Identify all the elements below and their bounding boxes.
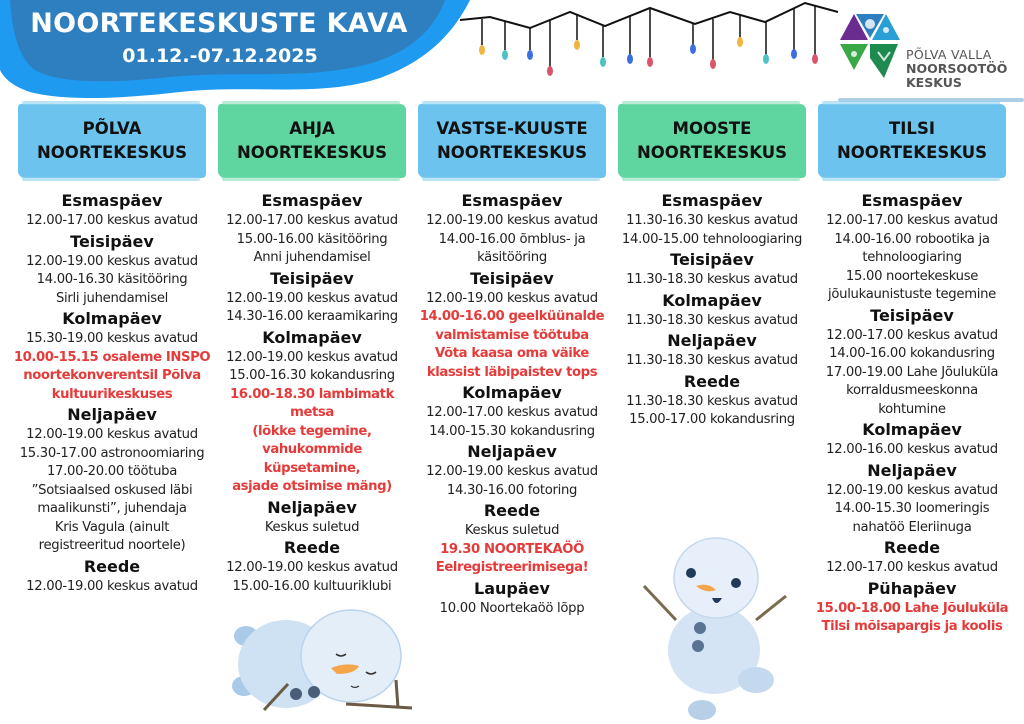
center-header: [18, 104, 206, 178]
highlighted-event: asjade otsimise mäng): [232, 479, 392, 494]
center-name-line2: NOORTEKESKUS: [36, 143, 188, 162]
day-heading: Kolmapäev: [262, 327, 362, 347]
schedule-entry: kohtumine: [878, 401, 946, 417]
schedule-entry: 12.00-19.00 keskus avatud: [226, 290, 398, 306]
schedule-entry: 15.30-19.00 keskus avatud: [26, 331, 198, 346]
day-heading: Teisipäev: [70, 231, 154, 251]
day-heading: Esmaspäev: [61, 191, 163, 210]
center-header: [218, 104, 406, 178]
center-column: [612, 100, 812, 720]
highlighted-event: (lõkke tegemine,: [252, 423, 372, 439]
schedule-entry: 12.00-19.00 keskus avatud: [26, 253, 198, 269]
schedule-entry: 12.00-19.00 keskus avatud: [826, 482, 998, 498]
highlighted-event: vahukommide küpsetamine,: [262, 442, 362, 476]
day-heading: Pühapäev: [867, 578, 957, 598]
highlighted-event: klassist läbipaistev tops: [426, 364, 598, 380]
schedule-entry: 14.00-15.30 loomeringis: [834, 501, 990, 516]
highlighted-event: noortekonverentsil Põlva: [23, 368, 201, 383]
organization-logo: [838, 10, 1024, 92]
date-range: 01.12.-07.12.2025: [122, 45, 318, 67]
schedule-entry: 12.00-19.00 keskus avatud: [26, 578, 198, 594]
schedule-entry: korraldusmeeskonna: [846, 383, 978, 398]
schedule-entry: Kris Vagula (ainult: [54, 519, 170, 535]
schedule-entry: 17.00-20.00 töötuba: [46, 464, 178, 479]
center-column: [812, 100, 1012, 720]
highlighted-event: 19.30 NOORTEKAÖÖ: [440, 541, 584, 557]
schedule-entry: Anni juhendamisel: [253, 250, 371, 265]
schedule-entry: Sirli juhendamisel: [55, 290, 169, 306]
schedule-entry: maalikunsti”, juhendaja: [37, 501, 187, 516]
schedule-entry: 17.00-19.00 Lahe Jõuluküla: [825, 364, 999, 380]
day-heading: Neljapäev: [867, 460, 957, 480]
schedule-entry: 12.00-17.00 keskus avatud: [26, 213, 198, 228]
schedule-entry: 11.30-18.30 keskus avatud: [626, 272, 798, 287]
day-heading: Reede: [83, 556, 141, 576]
schedule-entry: 11.30-18.30 keskus avatud: [626, 393, 798, 409]
schedule-entry: 12.00-19.00 keskus avatud: [226, 560, 398, 575]
schedule-entry: 11.30-16.30 keskus avatud: [626, 213, 798, 228]
schedule-entry: Keskus suletud: [264, 519, 360, 535]
day-heading: Laupäev: [474, 578, 550, 598]
schedule-entry: 12.00-19.00 keskus avatud: [26, 427, 198, 442]
schedule-entry: 12.00-17.00 keskus avatud: [826, 560, 998, 575]
schedule-entry: 14.00-16.30 käsitööring: [36, 272, 188, 287]
schedule-entry: nahatöö Eleriinuga: [852, 519, 972, 535]
day-heading: Esmaspäev: [661, 191, 763, 210]
schedule-entry: 12.00-19.00 keskus avatud: [426, 464, 598, 479]
day-heading: Kolmapäev: [862, 420, 962, 439]
highlighted-event: 16.00-18.30 lambimatk metsa: [230, 386, 394, 420]
center-header: [818, 104, 1006, 178]
schedule-entry: 14.00-16.00 robootika ja: [834, 231, 990, 247]
string-lights-icon: [460, 0, 840, 80]
highlighted-event: 10.00-15.15 osaleme INSPO: [13, 349, 211, 365]
day-heading: Neljapäev: [467, 442, 557, 461]
schedule-entry: 14.00-15.00 tehnoloogiaring: [621, 231, 803, 247]
day-heading: Kolmapäev: [462, 383, 562, 402]
schedule-entry: 15.00-16.00 käsitööring: [236, 231, 388, 247]
highlighted-event: 15.00-18.00 Lahe Jõuluküla: [815, 600, 1009, 616]
day-heading: Esmaspäev: [261, 191, 363, 210]
schedule-entry: 15.00-17.00 kokandusring: [629, 412, 795, 427]
schedule-entry: 12.00-17.00 keskus avatud: [426, 405, 598, 420]
logo-text-line1: PÕLVA VALLA: [906, 47, 992, 62]
day-heading: Teisipäev: [670, 250, 754, 269]
schedule-entry: 12.00-17.00 keskus avatud: [826, 213, 998, 228]
day-heading: Teisipäev: [270, 268, 354, 288]
day-heading: Teisipäev: [870, 305, 954, 325]
day-heading: Kolmapäev: [62, 309, 162, 328]
highlighted-event: valmistamise töötuba: [435, 327, 589, 343]
day-heading: Reede: [883, 538, 941, 557]
schedule-entry: 11.30-18.30 keskus avatud: [626, 353, 798, 368]
center-column: [12, 100, 212, 720]
day-heading: Teisipäev: [470, 268, 554, 288]
center-column: [412, 100, 612, 720]
schedule-entry: käsitööring: [477, 250, 547, 265]
day-heading: Neljapäev: [267, 497, 357, 517]
highlighted-event: Tilsi mõisapargis ja koolis: [821, 619, 1003, 634]
day-heading: Neljapäev: [667, 331, 757, 350]
schedule-entry: 14.00-16.00 õmblus- ja: [438, 231, 586, 247]
highlighted-event: kultuurikeskuses: [51, 386, 173, 402]
schedule-entry: jõulukaunistuste tegemine: [828, 287, 996, 302]
logo-text-line3: KESKUS: [906, 75, 962, 90]
schedule-entry: 10.00 Noortekaöö lõpp: [439, 600, 585, 616]
schedule-entry: 14.30-16.00 fotoring: [446, 482, 578, 498]
schedule-list: [12, 190, 212, 596]
day-heading: Esmaspäev: [461, 191, 563, 210]
day-heading: Esmaspäev: [861, 191, 963, 210]
center-name-line2: NOORTEKESKUS: [236, 143, 388, 162]
center-name-line1: VASTSE-KUUSTE: [436, 119, 588, 138]
center-name-line1: MOOSTE: [672, 119, 752, 138]
schedule-list: [412, 190, 612, 618]
schedule-entry: 12.00-19.00 keskus avatud: [226, 349, 398, 365]
center-name-line2: NOORTEKESKUS: [636, 143, 788, 162]
schedule-columns: [12, 100, 1012, 720]
page-title: NOORTEKESKUSTE KAVA: [30, 8, 408, 39]
day-heading: Neljapäev: [67, 405, 157, 424]
schedule-entry: 15.30-17.00 astronoomiaring: [19, 445, 205, 461]
schedule-entry: 12.00-19.00 keskus avatud: [426, 290, 598, 306]
center-name-line2: NOORTEKESKUS: [836, 143, 988, 162]
logo-text-line2: NOORSOOTÖÖ: [906, 61, 1008, 76]
schedule-entry: 11.30-18.30 keskus avatud: [626, 312, 798, 328]
schedule-entry: 14.00-16.00 kokandusring: [829, 346, 995, 361]
center-header: [418, 104, 606, 178]
schedule-list: [812, 190, 1012, 637]
highlighted-event: Eelregistreerimisega!: [435, 560, 589, 575]
schedule-entry: Keskus suletud: [464, 523, 560, 538]
schedule-entry: 15.00-16.00 kultuuriklubi: [232, 578, 392, 594]
schedule-entry: 12.00-19.00 keskus avatud: [426, 213, 598, 228]
day-heading: Reede: [683, 371, 741, 391]
center-column: [212, 100, 412, 720]
schedule-entry: 15.00-16.30 kokandusring: [229, 368, 395, 383]
schedule-entry: 12.00-17.00 keskus avatud: [826, 327, 998, 343]
day-heading: Reede: [283, 538, 341, 557]
schedule-entry: ”Sotsiaalsed oskused läbi: [31, 482, 193, 498]
day-heading: Kolmapäev: [662, 290, 762, 310]
center-name-line2: NOORTEKESKUS: [436, 143, 588, 162]
schedule-entry: registreeritud noortele): [38, 538, 186, 553]
schedule-list: [212, 190, 412, 596]
schedule-entry: 14.00-15.30 kokandusring: [429, 423, 595, 439]
polva-noorsootoo-logo-icon: [838, 10, 900, 82]
highlighted-event: 14.00-16.00 geelküünalde: [419, 309, 605, 324]
center-name-line1: AHJA: [289, 119, 335, 138]
schedule-entry: 15.00 noortekeskuse: [845, 268, 979, 284]
schedule-list: [612, 190, 812, 430]
center-header: [618, 104, 806, 178]
highlighted-event: Võta kaasa oma väike: [435, 346, 589, 361]
schedule-entry: 12.00-17.00 keskus avatud: [226, 213, 398, 228]
day-heading: Reede: [483, 501, 541, 520]
schedule-entry: 12.00-16.00 keskus avatud: [826, 442, 998, 457]
center-name-line1: PÕLVA: [82, 119, 142, 138]
schedule-entry: tehnoloogiaring: [862, 250, 962, 265]
schedule-entry: 14.30-16.00 keraamikaring: [226, 309, 398, 324]
center-name-line1: TILSI: [889, 119, 935, 138]
